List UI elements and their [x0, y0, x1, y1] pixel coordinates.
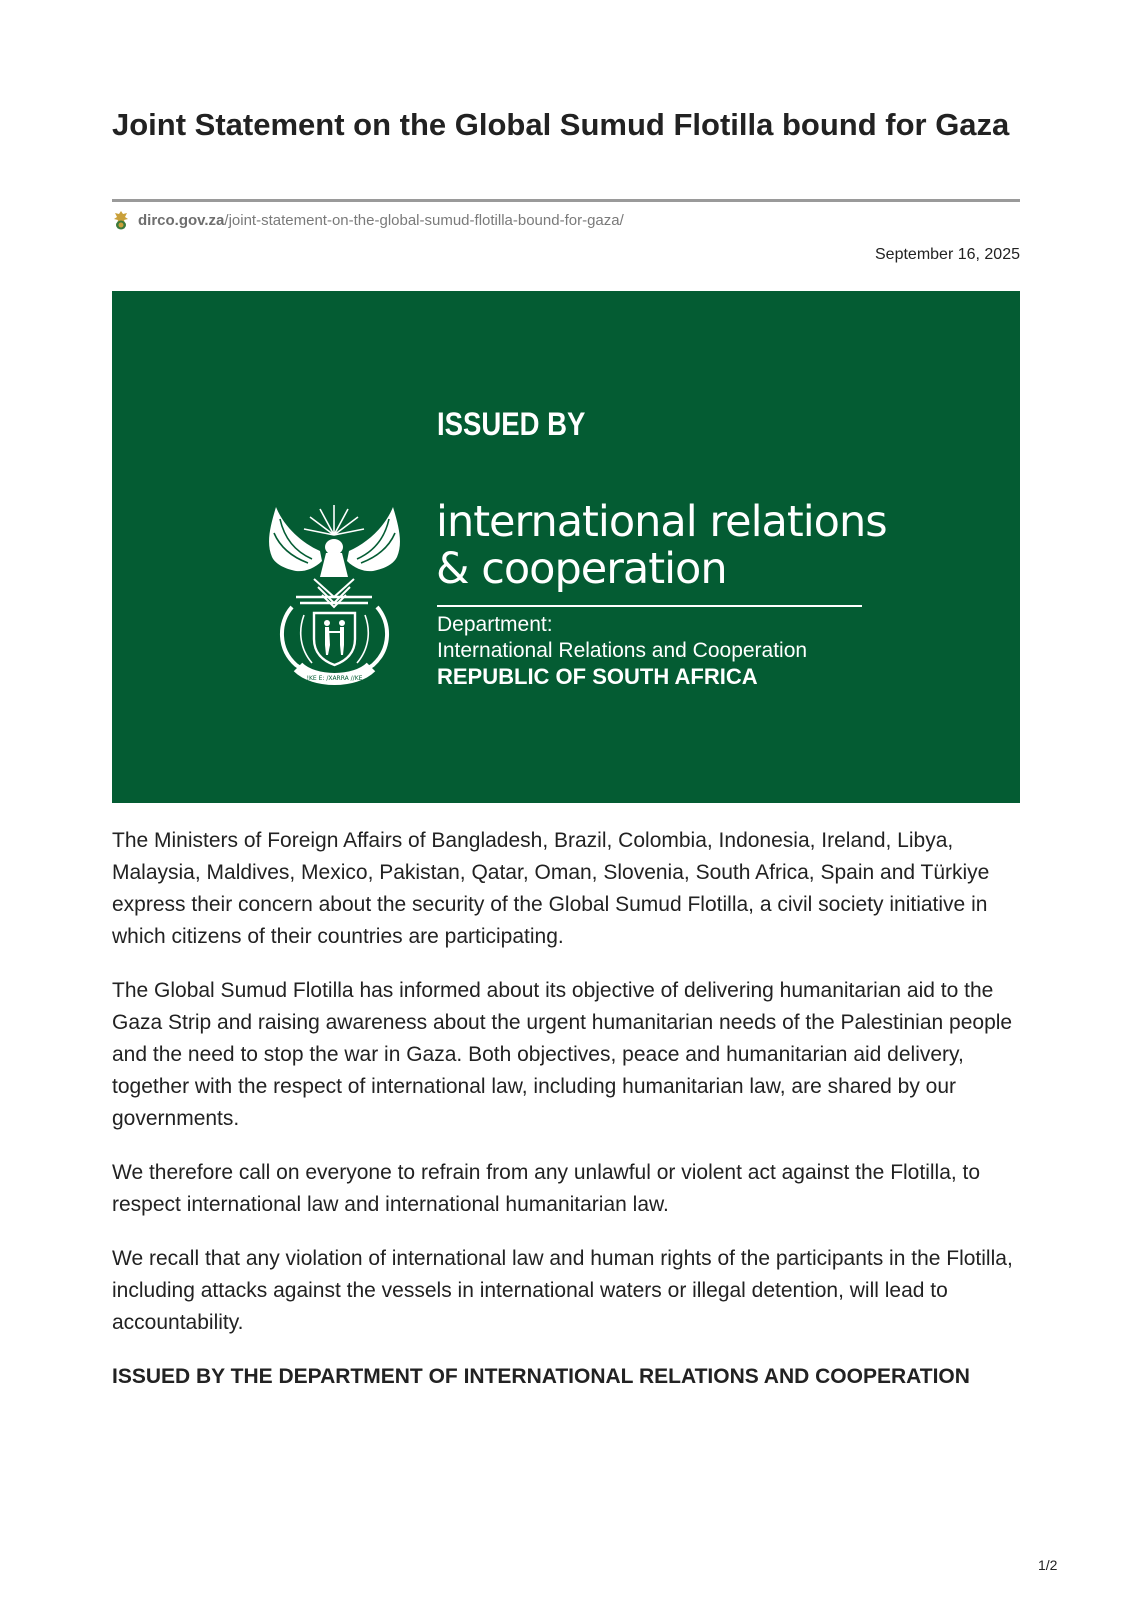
coat-of-arms-favicon-icon [112, 210, 130, 230]
banner-brand-line2: & cooperation [436, 544, 727, 594]
paragraph: We therefore call on everyone to refrain from any unlawful or violent act against the Flotilla, to respect international law and international humanitarian law. [112, 1161, 981, 1216]
source-domain[interactable]: dirco.gov.za [138, 211, 225, 229]
banner-brand-name [436, 499, 887, 593]
crest-motto: !KE E: /XARRA //KE [306, 675, 363, 682]
issuer-statement: ISSUED BY THE DEPARTMENT OF INTERNATIONAL RELATIONS AND COOPERATION [112, 1365, 970, 1388]
article-body [112, 825, 1020, 1415]
coat-of-arms-icon [262, 499, 407, 687]
source-path[interactable]: /joint-statement-on-the-global-sumud-flotilla-bound-for-gaza/ [224, 211, 624, 229]
paragraph: The Ministers of Foreign Affairs of Bangladesh, Brazil, Colombia, Indonesia, Ireland, Libya, Malaysia, Maldives, Mexico, Pakistan, Qatar, Oman, Slovenia, South Africa, Spain and Türkiye express their concern about the security of the Global Sumud Flotilla, a civil society initiative in which citizens of their countries are participating. [112, 829, 990, 948]
paragraph: The Global Sumud Flotilla has informed about its objective of delivering humanitarian aid to the Gaza Strip and raising awareness about the urgent humanitarian needs of the Palestinian people and the need to stop the war in Gaza. Both objectives, peace and humanitarian aid delivery, together with the respect of international law, including humanitarian law, are shared by our governments. [112, 979, 1013, 1130]
publish-date: September 16, 2025 [875, 246, 1020, 263]
page-number: 1/2 [1038, 1557, 1058, 1573]
dirco-banner-image [112, 291, 1020, 803]
banner-brand-line1: international relations [436, 497, 887, 547]
banner-issued-by: ISSUED BY [437, 406, 586, 442]
page-title: Joint Statement on the Global Sumud Flotilla bound for Gaza [112, 107, 1010, 142]
banner-dept-line1: Department: [437, 613, 553, 636]
title-divider [112, 199, 1020, 202]
paragraph: We recall that any violation of international law and human rights of the participants in the Flotilla, including attacks against the vessels in international waters or illegal detention, will lead to accountability. [112, 1247, 1013, 1334]
banner-divider [437, 605, 862, 607]
banner-dept-line2: International Relations and Cooperation [437, 639, 808, 662]
banner-department [437, 612, 807, 690]
source-url[interactable] [112, 209, 624, 231]
banner-dept-line3: REPUBLIC OF SOUTH AFRICA [437, 664, 758, 689]
